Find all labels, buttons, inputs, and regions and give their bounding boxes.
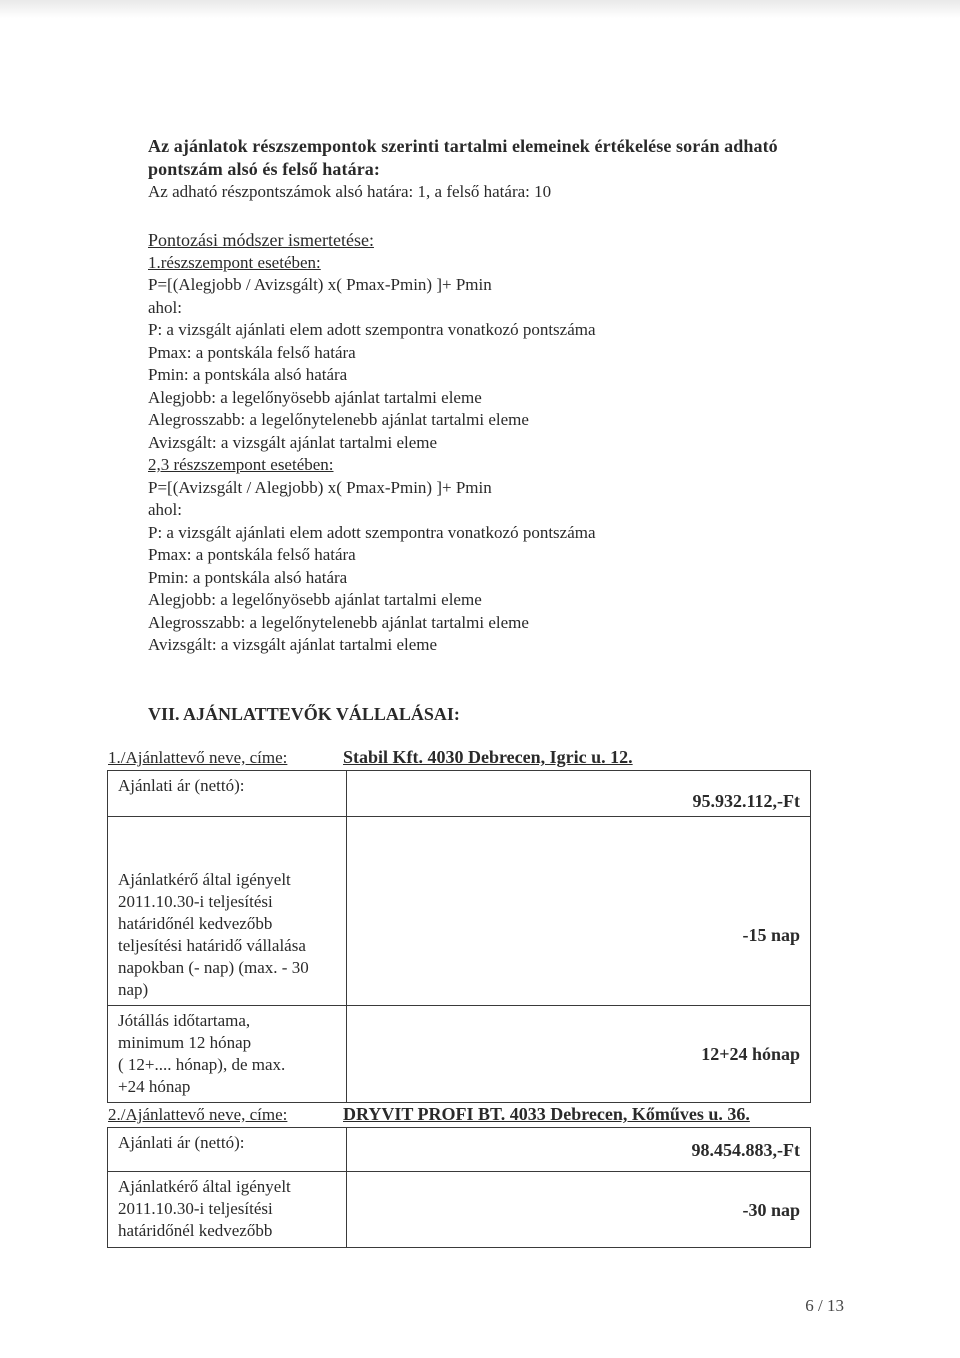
scoring-method-title: Pontozási módszer ismertetése: (148, 230, 374, 250)
def-avizsgalt-1: Avizsgált: a vizsgált ajánlat tartalmi eleme (148, 432, 438, 452)
where-label-2: ahol: (148, 500, 182, 519)
price-label: Ajánlati ár (nettó): (108, 1128, 347, 1172)
bidder-1-label: 1./Ajánlattevő neve, címe: (108, 748, 288, 767)
formula-2: P=[(Avizsgált / Alegjobb) x( Pmax-Pmin) ]+ Pmin (148, 477, 492, 497)
bidder-1-table (107, 770, 811, 1103)
bidder-2-name: DRYVIT PROFI BT. 4033 Debrecen, Kőműves u. 36. (343, 1104, 750, 1124)
def-pmin-2: Pmin: a pontskála alsó határa (148, 567, 348, 587)
subcriterion-23-title: 2,3 részszempont esetében: (148, 455, 334, 474)
subcriterion-1-title: 1.részszempont esetében: (148, 252, 321, 272)
deadline-label: Ajánlatkérő által igényelt 2011.10.30-i teljesítési határidőnél kedvezőbb (108, 1172, 347, 1248)
table-row (108, 1006, 811, 1103)
section-title: VII. AJÁNLATTEVŐK VÁLLALÁSAI: (148, 704, 460, 724)
formula-1: P=[(Alegjobb / Avizsgált) x( Pmax-Pmin) ]+ Pmin (148, 275, 492, 294)
scan-edge (0, 0, 960, 18)
def-p-2: P: a vizsgált ajánlati elem adott szempontra vonatkozó pontszáma (148, 522, 596, 542)
table-row (108, 1128, 811, 1172)
price-value: 98.454.883,-Ft (347, 1128, 811, 1172)
heading-line-2: pontszám alsó és felső határa: (148, 159, 380, 179)
bidder-1-name: Stabil Kft. 4030 Debrecen, Igric u. 12. (343, 747, 633, 767)
table-row (108, 771, 811, 817)
deadline-value: -15 nap (347, 817, 811, 1006)
price-label: Ajánlati ár (nettó): (108, 771, 347, 817)
where-label-1: ahol: (148, 297, 182, 317)
def-alegrosszabb-1: Alegrosszabb: a legelőnytelenebb ajánlat tartalmi eleme (148, 410, 529, 429)
bidder-2-table (107, 1127, 811, 1248)
def-pmax-1: Pmax: a pontskála felső határa (148, 342, 356, 362)
bidder-2-header (108, 1104, 750, 1125)
def-pmax-2: Pmax: a pontskála felső határa (148, 545, 356, 564)
score-range-text: Az adható részpontszámok alsó határa: 1, a felső határa: 10 (148, 182, 552, 201)
bidder-1-header (108, 747, 633, 768)
deadline-label: Ajánlatkérő által igényelt 2011.10.30-i teljesítési határidőnél kedvezőbb teljesítési határidő vállalása napokban (- nap) (max. - 30 nap) (108, 817, 347, 1006)
bidder-2-label: 2./Ajánlattevő neve, címe: (108, 1105, 288, 1124)
def-alegrosszabb-2: Alegrosszabb: a legelőnytelenebb ajánlat tartalmi eleme (148, 612, 529, 632)
warranty-label: Jótállás időtartama, minimum 12 hónap ( 12+.... hónap), de max. +24 hónap (108, 1006, 347, 1103)
def-alegjobb-1: Alegjobb: a legelőnyösebb ajánlat tartalmi eleme (148, 387, 482, 407)
table-row (108, 1172, 811, 1248)
def-avizsgalt-2: Avizsgált: a vizsgált ajánlat tartalmi eleme (148, 635, 438, 654)
def-pmin-1: Pmin: a pontskála alsó határa (148, 365, 348, 384)
warranty-value: 12+24 hónap (347, 1006, 811, 1103)
def-alegjobb-2: Alegjobb: a legelőnyösebb ajánlat tartalmi eleme (148, 590, 482, 609)
page-number: 6 / 13 (805, 1296, 844, 1315)
scoring-method (148, 229, 848, 657)
intro-heading (148, 135, 848, 204)
def-p-1: P: a vizsgált ajánlati elem adott szempontra vonatkozó pontszáma (148, 320, 596, 339)
deadline-value: -30 nap (347, 1172, 811, 1248)
heading-line-1: Az ajánlatok részszempontok szerinti tartalmi elemeinek értékelése során adható (148, 136, 778, 156)
table-row (108, 817, 811, 1006)
price-value: 95.932.112,-Ft (347, 771, 811, 817)
